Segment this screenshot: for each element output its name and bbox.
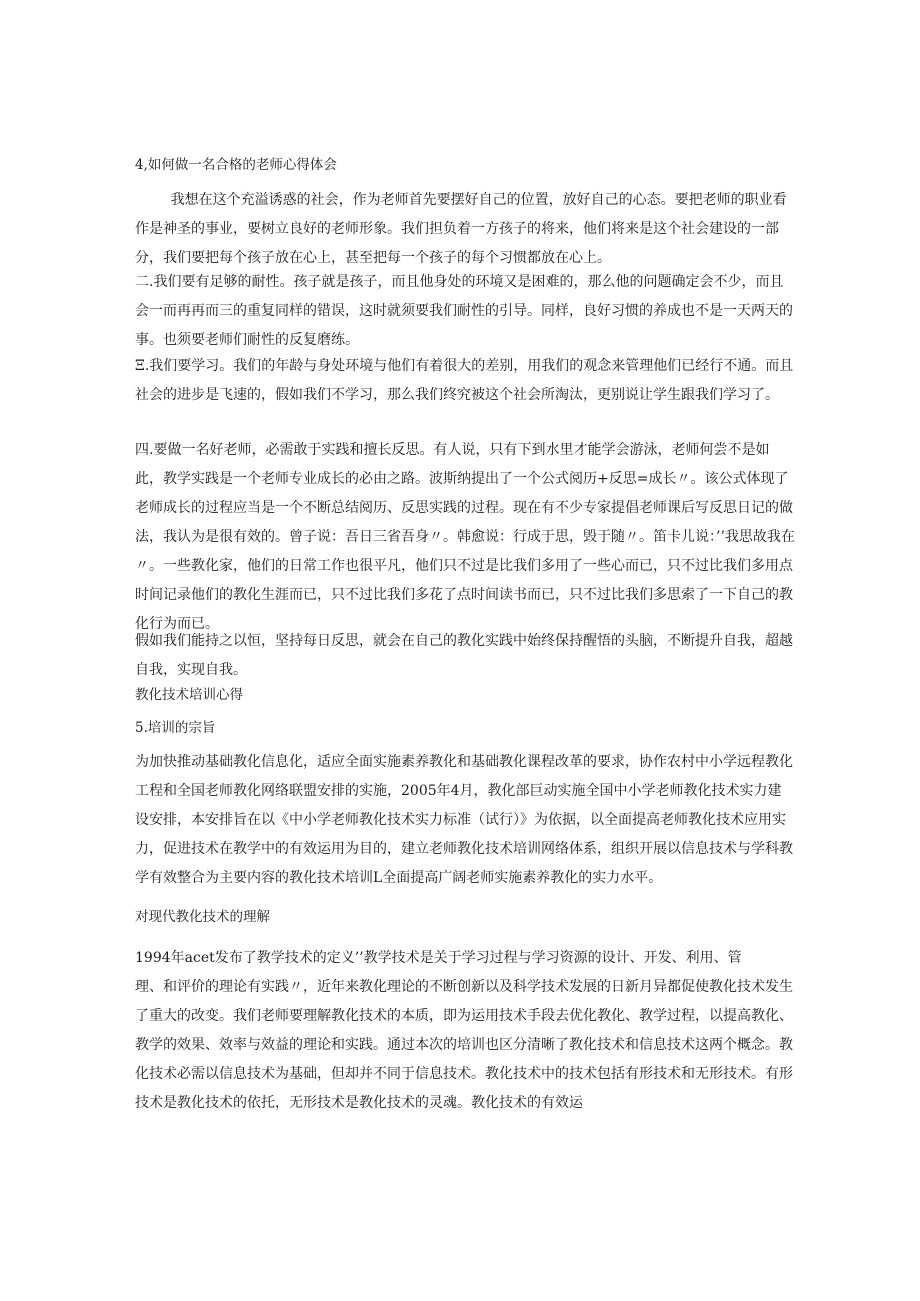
section-5-subheading: 对现代教化技术的理解 <box>135 909 270 925</box>
section-5-title: 教化技术培训心得 <box>135 687 243 703</box>
section-5-heading: 5.培训的宗旨 <box>135 720 216 736</box>
section-5-paragraph-1: 为加快推动基础教化信息化，适应全面实施素养教化和基础教化课程改革的要求，协作农村中小学远程教化工程和全国老师教化网络联盟安排的实施，2005年4月，教化部巨动实施全国中小学老师教化技术实力建设安排，本安排旨在以《中小学老师教化技术实力标准（试行）》为依据，以全面提高老师教化技术应用实力，促进技术在教学中的有效运用为目的，建立老师教化技术培训网络体系，组织开展以信息技术与学科教学有效整合为主要内容的教化技术培训L全面提高广阔老师实施素养教化的实力水平。 <box>135 754 793 886</box>
section-4-paragraph-1: 我想在这个充溢诱惑的社会，作为老师首先要摆好自己的位置，放好自己的心态。要把老师的职业看作是神圣的事业，要树立良好的老师形象。我们担负着一方孩子的将来，他们将来是这个社会建设的一部分，我们要把每个孩子放在心上，甚至把每一个孩子的每个习惯都放在心上。 <box>135 192 787 266</box>
section-4-heading: 4,如何做一名合格的老师心得体会 <box>135 157 337 173</box>
section-4-paragraph-5: 假如我们能持之以恒，坚持每日反思，就会在自己的教化实践中始终保持醒悟的头脑，不断提升自我，超越自我，实现自我。 <box>135 633 793 678</box>
section-4-paragraph-4: 四.要做一名好老师，必需敢于实践和擅长反思。有人说，只有下到水里才能学会游泳，老师何尝不是如此，教学实践是一个老师专业成长的必由之路。波斯纳提出了一个公式阅历+反思=成长〃。该公式体现了老师成长的过程应当是一个不断总结阅历、反思实践的过程。现在有不少专家提倡老师课后写反思日记的做法，我认为是很有效的。曾子说：吾日三省吾身〃。韩愈说：行成于思，毁于随〃。笛卡儿说：’’我思故我在〃。一些教化家，他们的日常工作也很平凡，他们只不过是比我们多用了一些心而已，只不过比我们多用点时间记录他们的教化生涯而已，只不过比我们多花了点时间读书而已，只不过比我们多思索了一下自己的教化行为而已。 <box>135 442 795 632</box>
section-4-paragraph-3: Ξ.我们要学习。我们的年龄与身处环境与他们有着很大的差别，用我们的观念来管理他们已经行不通。而且社会的进步是飞速的，假如我们不学习，那么我们终究被这个社会所淘汰，更别说让学生跟我们学习了。 <box>135 358 794 403</box>
section-5-paragraph-2: 1994年acet发布了教学技术的定义’’教学技术是关于学习过程与学习资源的设计、开发、利用、管 理、和评价的理论有实践〃，近年来教化理论的不断创新以及科学技术发展的日新月异都促使教化技术发生了重大的改变。我们老师要理解教化技术的本质，即为运用技术手段去优化教化、教学过程，以提高教化、教学的效果、效率与效益的理论和实践。通过本次的培训也区分清晰了教化技术和信息技术这两个概念。教化技术必需以信息技术为基础，但却并不同于信息技术。教化技术中的技术包括有形技术和无形技术。有形技术是教化技术的依托，无形技术是教化技术的灵魂。教化技术的有效运 <box>135 950 793 1111</box>
section-4-paragraph-2: 二.我们要有足够的耐性。孩子就是孩子，而且他身处的环境又是困难的，那么他的问题确定会不少，而且会一而再再而三的重复同样的错误，这时就须要我们耐性的引导。同样，良好习惯的养成也不是一天两天的事。也须要老师们耐性的反复磨练。 <box>135 274 793 348</box>
